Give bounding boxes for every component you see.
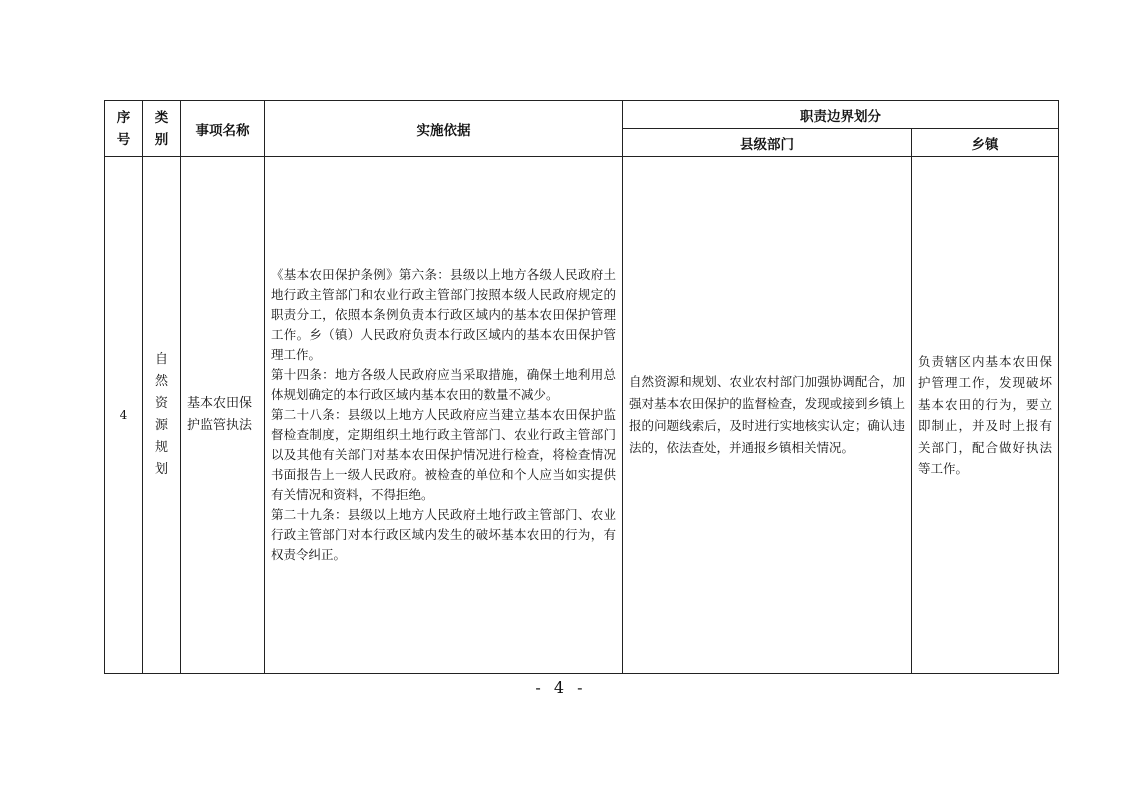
row-item-name (181, 157, 265, 674)
row-basis (265, 157, 623, 674)
basis-paragraph: 第二十九条：县级以上地方人民政府土地行政主管部门、农业行政主管部门对本行政区域内发生的破坏基本农田的行为，有权责令纠正。 (271, 507, 616, 562)
header-duty-division: 职责边界划分 (623, 101, 1059, 129)
duty-boundary-table (104, 100, 1059, 674)
page-number: - 4 - (535, 678, 587, 697)
header-item-name: 事项名称 (181, 101, 265, 157)
header-category (143, 101, 181, 157)
header-basis: 实施依据 (265, 101, 623, 157)
basis-paragraph: 第二十八条：县级以上地方人民政府应当建立基本农田保护监督检查制度，定期组织土地行政主管部门、农业行政主管部门以及其他有关部门对基本农田保护情况进行检查，将检查情况书面报告上一级人民政府。被检查的单位和个人应当如实提供有关情况和资料，不得拒绝。 (271, 407, 616, 502)
row-seq: 4 (105, 157, 143, 674)
header-seq-label: 序号 (116, 109, 131, 148)
table-row (105, 157, 1059, 674)
header-township: 乡镇 (912, 129, 1059, 157)
basis-paragraph: 第十四条：地方各级人民政府应当采取措施，确保土地利用总体规划确定的本行政区域内基本农田的数量不减少。 (271, 367, 616, 402)
row-county-dept: 自然资源和规划、农业农村部门加强协调配合，加强对基本农田保护的监督检查，发现或接到乡镇上报的问题线索后，及时进行实地核实认定；确认违法的，依法查处，并通报乡镇相关情况。 (623, 157, 912, 674)
row-item-name-text: 基本农田保护监管执法 (187, 396, 253, 433)
basis-paragraph: 《基本农田保护条例》第六条：县级以上地方各级人民政府土地行政主管部门和农业行政主管部门按照本级人民政府规定的职责分工，依照本条例负责本行政区域内的基本农田保护管理工作。乡（镇）人民政府负责本行政区域内的基本农田保护管理工作。 (271, 267, 616, 362)
row-township: 负责辖区内基本农田保护管理工作，发现破坏基本农田的行为，要立即制止，并及时上报有关部门，配合做好执法等工作。 (912, 157, 1059, 674)
header-seq (105, 101, 143, 157)
header-county-dept: 县级部门 (623, 129, 912, 157)
header-category-label: 类别 (154, 109, 169, 148)
row-category (143, 157, 181, 674)
row-category-text: 自然资源规划 (155, 352, 169, 477)
